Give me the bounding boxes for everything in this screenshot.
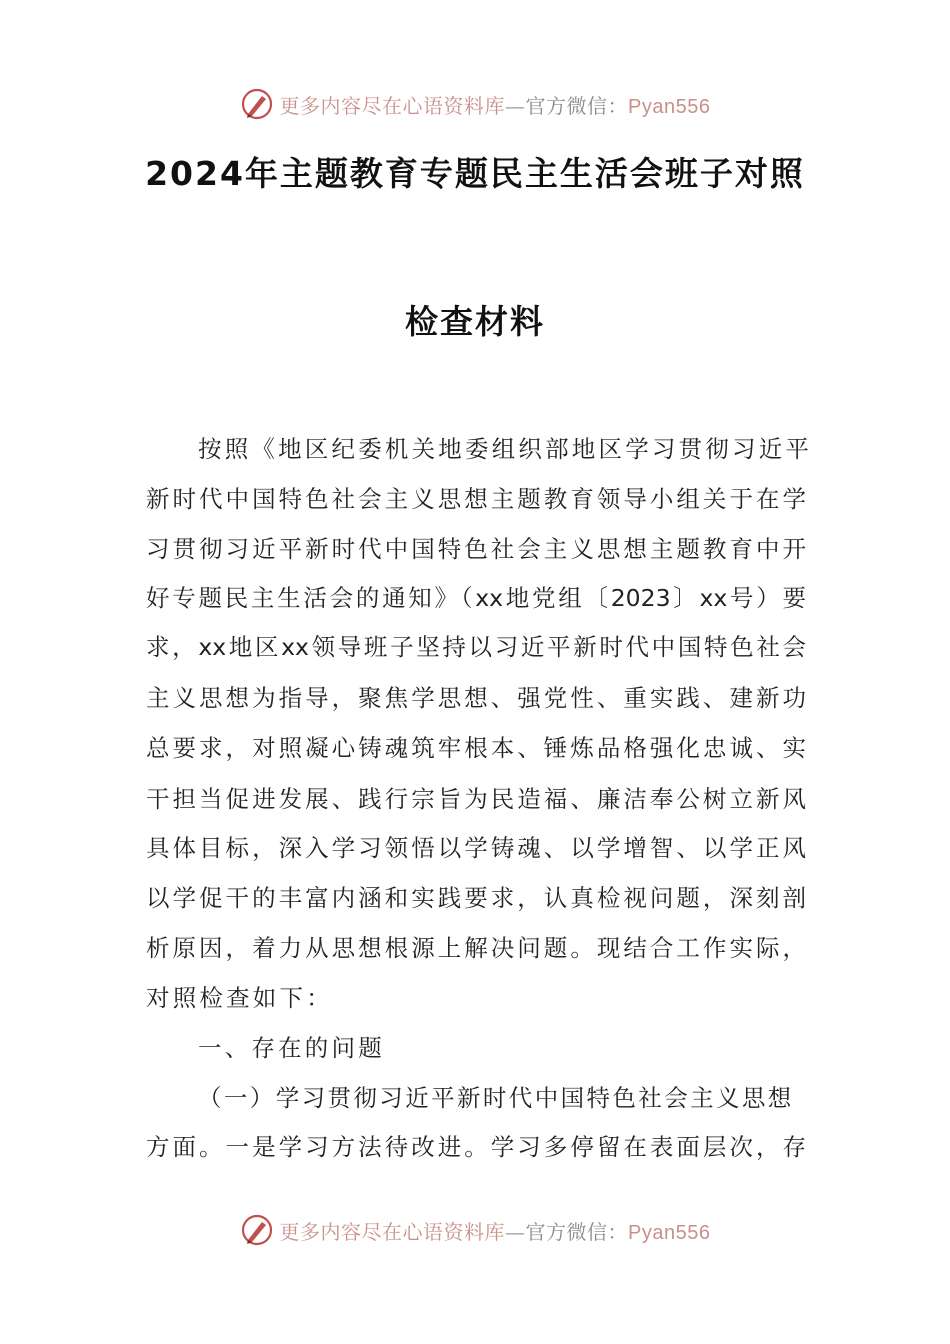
pen-logo-icon [240,1213,274,1247]
watermark-wechat-id: Pyan556 [628,95,711,118]
watermark-bottom [0,1210,950,1250]
watermark-text [280,1216,711,1245]
watermark-wechat-label: 官方微信： [525,93,629,118]
section-heading: 一、存在的问题 [198,1034,385,1062]
watermark-wechat-id: Pyan556 [628,1221,711,1244]
paragraph-line: 好专题民主生活会的通知》（xx地党组〔2023〕xx号）要 [146,584,806,612]
paragraph-line: 按照《地区纪委机关地委组织部地区学习贯彻习近平 [198,435,813,463]
paragraph-line: 总要求，对照凝心铸魂筑牢根本、锤炼品格强化忠诚、实 [146,734,806,762]
watermark-brand: 更多内容尽在心语资料库 [279,1219,506,1244]
paragraph-line: 新时代中国特色社会主义思想主题教育领导小组关于在学 [146,485,806,513]
paragraph-line: 对照检查如下： [146,984,333,1012]
watermark-top [0,84,950,124]
paragraph-line: 习贯彻习近平新时代中国特色社会主义思想主题教育中开 [146,535,806,563]
paragraph-line: 以学促干的丰富内涵和实践要求，认真检视问题，深刻剖 [146,884,806,912]
paragraph-line: 方面。一是学习方法待改进。学习多停留在表面层次，存 [146,1133,806,1161]
paragraph-line: 主义思想为指导，聚焦学思想、强党性、重实践、建新功 [146,684,806,712]
paragraph-line: 求，xx地区xx领导班子坚持以习近平新时代中国特色社会 [146,633,806,661]
watermark-separator: — [505,1219,526,1244]
subsection-heading: （一）学习贯彻习近平新时代中国特色社会主义思想 [198,1084,794,1112]
watermark-separator: — [505,93,526,118]
watermark-text [280,90,711,119]
paragraph-line: 具体目标，深入学习领悟以学铸魂、以学增智、以学正风 [146,834,806,862]
paragraph-line: 析原因，着力从思想根源上解决问题。现结合工作实际， [146,934,806,962]
document-title-line-2: 检查材料 [405,302,545,341]
paragraph-line: 干担当促进发展、践行宗旨为民造福、廉洁奉公树立新风 [146,785,806,813]
watermark-brand: 更多内容尽在心语资料库 [279,93,506,118]
pen-logo-icon [240,87,274,121]
watermark-wechat-label: 官方微信： [525,1219,629,1244]
document-title-line-1: 2024年主题教育专题民主生活会班子对照 [145,154,805,193]
